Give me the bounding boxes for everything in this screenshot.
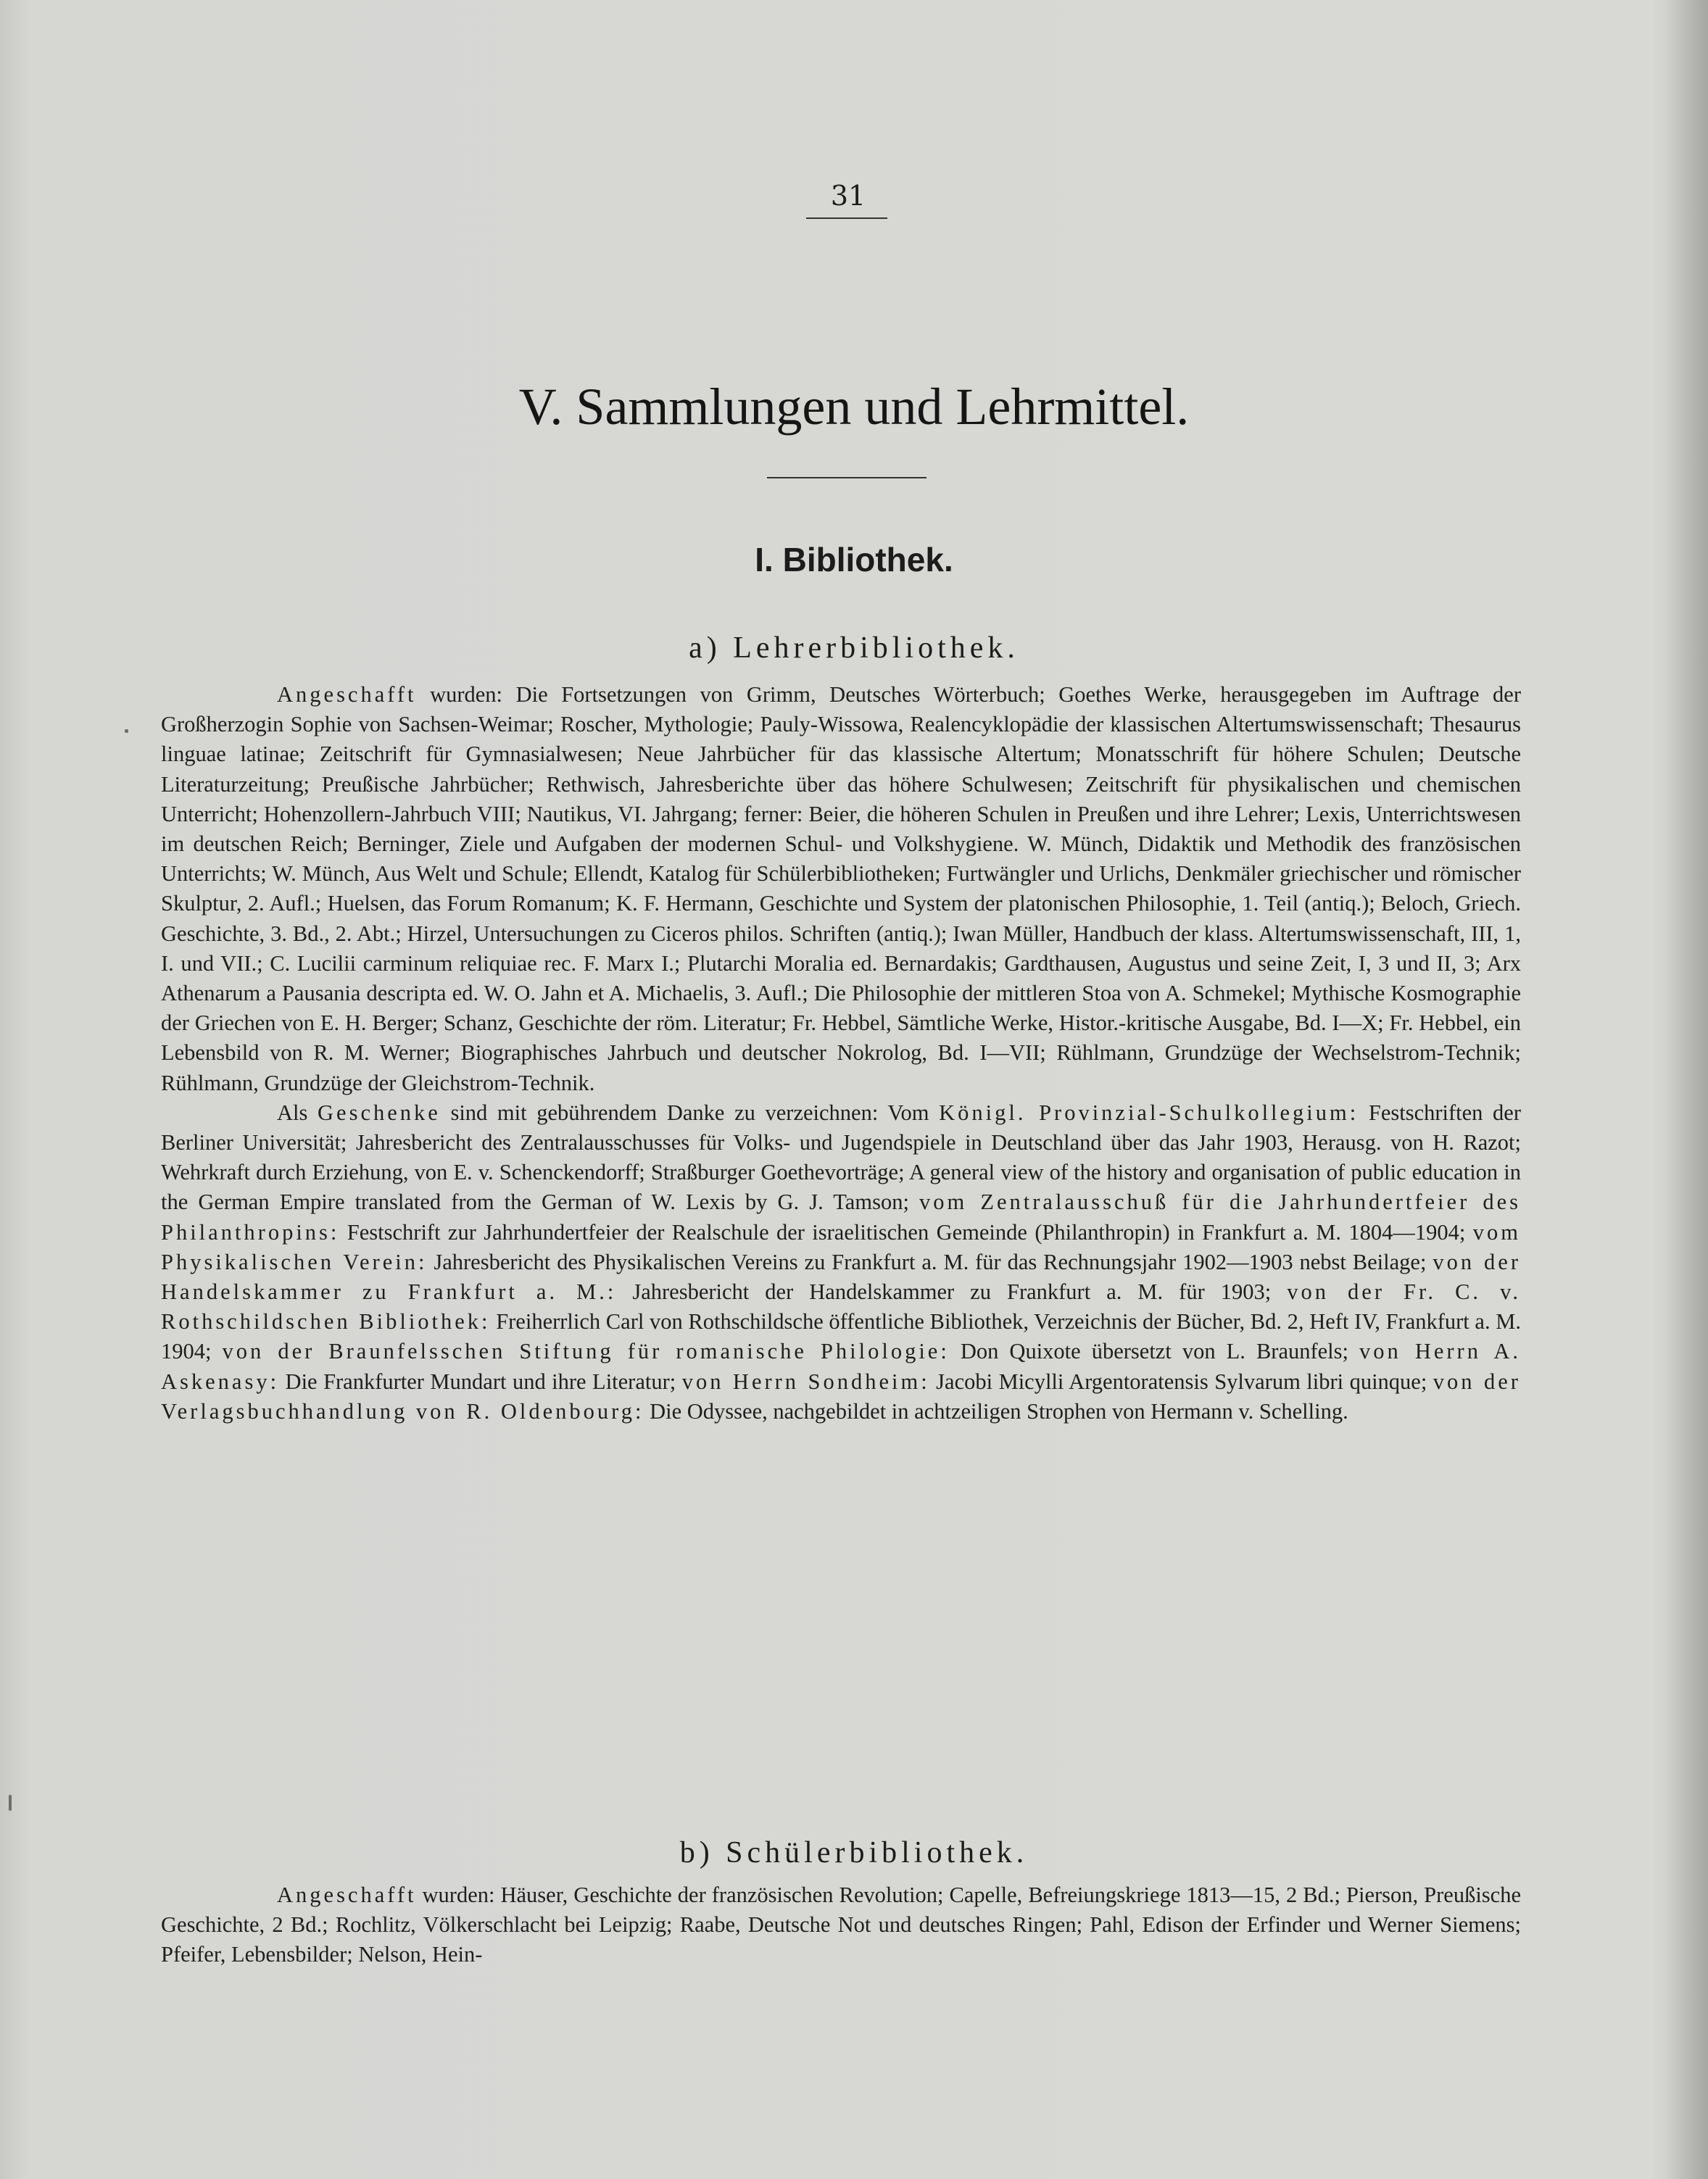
lehrerbibliothek-heading: a) Lehrerbibliothek. <box>689 631 1019 665</box>
donations-text-7: Don Quixote übersetzt von L. Braunfels; <box>949 1339 1360 1364</box>
donations-text-10: Die Odyssee, nachgebildet in achtzeiligen Strophen von Hermann v. Schelling. <box>644 1398 1348 1424</box>
section-title: I. Bibliothek. <box>755 541 953 578</box>
donations-text-2: Festschriften der Berliner Universität; Jahresbericht des Zentralausschusses für Volks- und Jugendspiele in Deutschland über das Jahr 1903, Herausg. von H. Razot; Wehrkraft durch Erziehung, von E. v. Schenckendorff; Straßburger Goethevorträge; A general view of the history and organisation of public education in the German Empire translated from the German of W. Lexis by G. J. Tamson; <box>161 1100 1521 1215</box>
donations-paragraph <box>161 1098 1521 1427</box>
donations-text-9: Jacobi Micylli Argentoratensis Sylvarum libri quinque; <box>929 1369 1433 1394</box>
schuelerbibliothek-heading: b) Schülerbibliothek. <box>679 1836 1029 1869</box>
donor-physikalischer-verein: vom Physikalischen Verein: <box>161 1219 1521 1274</box>
donor-askenasy: von Herrn A. Askenasy: <box>161 1339 1521 1394</box>
lehrerbibliothek-body <box>161 680 1521 1427</box>
donor-braunfels-stiftung: von der Braunfelsschen Stiftung für romanische Philologie: <box>222 1339 950 1364</box>
donor-rothschild-bibliothek: von der Fr. C. v. Rothschildschen Bibliothek: <box>161 1279 1521 1335</box>
student-acquisitions-paragraph <box>161 1880 1521 1970</box>
donor-oldenbourg: von der Verlagsbuchhandlung von R. Oldenbourg: <box>161 1369 1521 1424</box>
donations-lead: Geschenke <box>318 1100 441 1125</box>
donor-zentralausschuss: vom Zentralausschuß für die Jahrhundertfeier des Philanthropins: <box>161 1190 1521 1245</box>
margin-speck <box>125 729 128 733</box>
donations-intro: Als <box>277 1100 318 1125</box>
page-number-rule <box>806 217 887 219</box>
chapter-divider <box>767 477 926 478</box>
page-number: 31 <box>830 180 866 212</box>
schuelerbibliothek-body <box>161 1880 1521 1970</box>
chapter-title: V. Sammlungen und Lehrmittel. <box>518 378 1190 436</box>
donor-sondheim: von Herrn Sondheim: <box>681 1369 930 1394</box>
donor-handelskammer: von der Handelskammer zu Frankfurt a. M.: <box>161 1249 1521 1305</box>
acquisitions-lead: Angeschafft <box>277 682 417 707</box>
donations-text-6: Freiherrlich Carl von Rothschildsche öffentliche Bibliothek, Verzeichnis der Bücher, Bd. 2, Heft IV, Frankfurt a. M. 1904; <box>161 1309 1521 1364</box>
donations-text-1: sind mit gebührendem Danke zu verzeichnen: Vom <box>440 1100 940 1125</box>
donations-text-5: Jahresbericht der Handelskammer zu Frankfurt a. M. für 1903; <box>616 1279 1288 1305</box>
donor-provinzial-schulkollegium: Königl. Provinzial-Schulkollegium: <box>939 1100 1359 1125</box>
student-acquisitions-text: wurden: Häuser, Geschichte der französischen Revolution; Capelle, Befreiungskriege 1813—15, 2 Bd.; Pierson, Preußische Geschichte, 2 Bd.; Rochlitz, Völkerschlacht bei Leipzig; Raabe, Deutsche Not und deutsches Ringen; Pahl, Edison der Erfinder und Werner Siemens; Pfeifer, Lebensbilder; Nelson, Hein- <box>161 1883 1521 1967</box>
acquisitions-text: wurden: Die Fortsetzungen von Grimm, Deutsches Wörterbuch; Goethes Werke, herausgegeben im Auftrage der Großherzogin Sophie von Sachsen-Weimar; Roscher, Mythologie; Pauly-Wissowa, Realencyklopädie der klassischen Altertumswissenschaft; Thesaurus linguae latinae; Zeitschrift für Gymnasialwesen; Neue Jahrbücher für das klassische Altertum; Monatsschrift für höhere Schulen; Deutsche Literaturzeitung; Preußische Jahrbücher; Rethwisch, Jahresberichte über das höhere Schulwesen; Zeitschrift für physikalischen und chemischen Unterricht; Hohenzollern-Jahrbuch VIII; Nautikus, VI. Jahrgang; ferner: Beier, die höheren Schulen in Preußen und ihre Lehrer; Lexis, Unterrichtswesen im deutschen Reich; Berninger, Ziele und Aufgaben der modernen Schul- und Volkshygiene. W. Münch, Didaktik und Methodik des französischen Unterrichts; W. Münch, Aus Welt und Schule; Ellendt, Katalog für Schülerbibliotheken; Furtwängler und Urlichs, Denkmäler griechischer und römischer Skulptur, 2. Aufl.; Huelsen, das Forum Romanum; K. F. Hermann, Geschichte und System der platonischen Philosophie, 1. Teil (antiq.); Beloch, Griech. Geschichte, 3. Bd., 2. Abt.; Hirzel, Untersuchungen zu Ciceros philos. Schriften (antiq.); Iwan Müller, Handbuch der klass. Altertumswissenschaft, III, 1, I. und VII.; C. Lucilii carminum reliquiae rec. F. Marx I.; Plutarchi Moralia ed. Bernardakis; Gardthausen, Augustus und seine Zeit, I, 3 und II, 3; Arx Athenarum a Pausania descripta ed. W. O. Jahn et A. Michaelis, 3. Aufl.; Die Philosophie der mittleren Stoa von A. Schmekel; Mythische Kosmographie der Griechen von E. H. Berger; Schanz, Geschichte der röm. Literatur; Fr. Hebbel, Sämtliche Werke, Histor.-kritische Ausgabe, Bd. I—X; Fr. Hebbel, ein Lebensbild von R. M. Werner; Biographisches Jahrbuch und deutscher Nokrolog, Bd. I—VII; Rühlmann, Grundzüge der Wechselstrom-Technik; Rühlmann, Grundzüge der Gleichstrom-Technik. <box>161 682 1521 1095</box>
donations-text-3: Festschrift zur Jahrhundertfeier der Realschule der israelitischen Gemeinde (Philanthropin) in Frankfurt a. M. 1804—1904; <box>339 1219 1473 1245</box>
acquisitions-paragraph <box>161 680 1521 1098</box>
margin-speck <box>9 1795 12 1811</box>
donations-text-4: Jahresbericht des Physikalischen Vereins zu Frankfurt a. M. für das Rechnungsjahr 1902—1903 nebst Beilage; <box>427 1249 1433 1274</box>
student-acquisitions-lead: Angeschafft <box>277 1883 417 1907</box>
donations-text-8: Die Frankfurter Mundart und ihre Literatur; <box>279 1369 682 1394</box>
